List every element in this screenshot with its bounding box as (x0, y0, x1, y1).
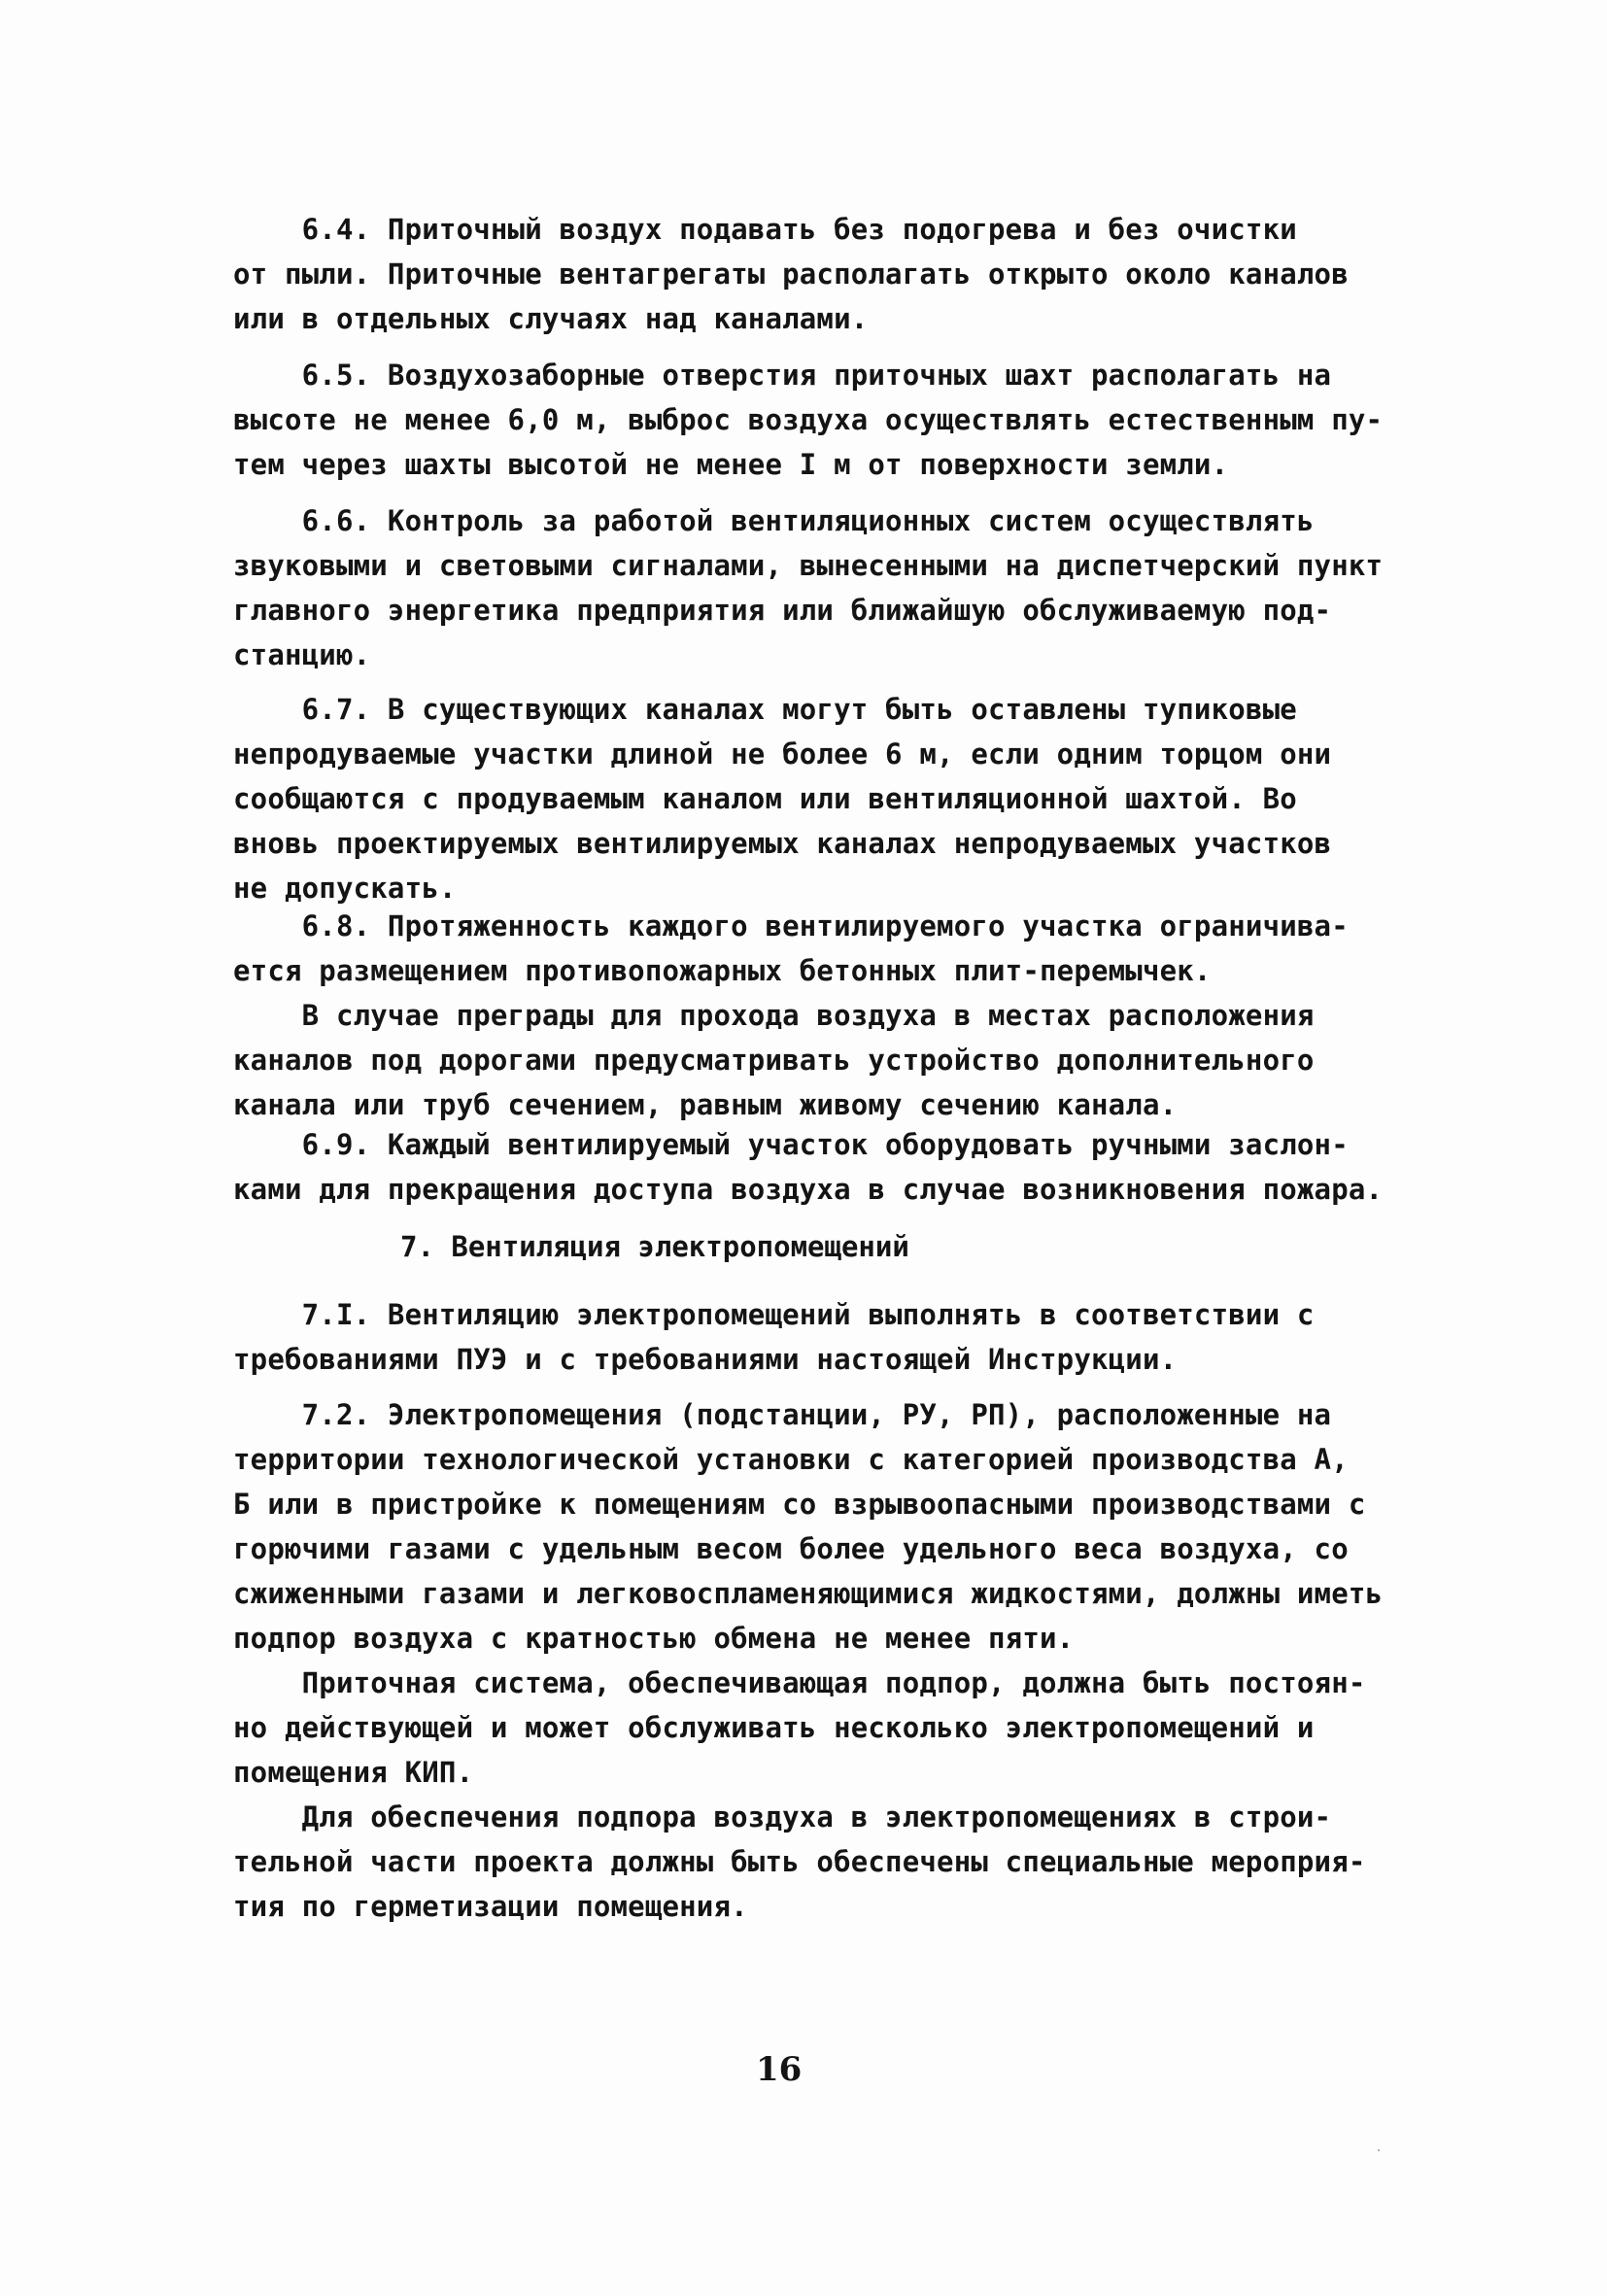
text-line: 6.8. Протяженность каждого вентилируемого участка ограничива- (233, 909, 1349, 942)
text-line: 6.7. В существующих каналах могут быть оставлены тупиковые (233, 693, 1297, 726)
text-line: Б или в пристройке к помещениям со взрывоопасными производствами с (233, 1488, 1366, 1521)
paragraph-7-2 (233, 1392, 1428, 1929)
section-7-heading: 7. Вентиляция электропомещений (400, 1230, 909, 1263)
text-line: тельной части проекта должны быть обеспечены специальные мероприя- (233, 1845, 1366, 1878)
text-line: вновь проектируемых вентилируемых каналах непродуваемых участков (233, 827, 1332, 860)
text-line: главного энергетика предприятия или ближайшую обслуживаемую под- (233, 594, 1332, 627)
text-line: требованиями ПУЭ и с требованиями настоящей Инструкции. (233, 1343, 1178, 1376)
text-line: от пыли. Приточные вентагрегаты располагать открыто около каналов (233, 257, 1349, 291)
text-line: Для обеспечения подпора воздуха в электропомещениях в строи- (233, 1800, 1332, 1833)
text-line: ками для прекращения доступа воздуха в случае возникновения пожара. (233, 1173, 1384, 1206)
text-line: тем через шахты высотой не менее I м от поверхности земли. (233, 448, 1229, 481)
text-line: В случае преграды для прохода воздуха в местах расположения (233, 999, 1315, 1032)
text-line: 7.I. Вентиляцию электропомещений выполнять в соответствии с (233, 1298, 1315, 1331)
paragraph-6-7 (233, 687, 1428, 910)
text-line: сообщаются с продуваемым каналом или вентиляционной шахтой. Во (233, 782, 1297, 815)
paragraph-6-4 (233, 207, 1428, 341)
text-line: территории технологической установки с категорией производства А, (233, 1443, 1349, 1476)
paragraph-6-5 (233, 353, 1428, 487)
text-line: высоте не менее 6,0 м, выброс воздуха осуществлять естественным пу- (233, 403, 1384, 436)
paragraph-6-6 (233, 498, 1428, 677)
text-line: не допускать. (233, 872, 457, 905)
text-line: помещения КИП. (233, 1756, 474, 1789)
scan-speck (1378, 2149, 1380, 2151)
text-line: или в отдельных случаях над каналами. (233, 302, 869, 335)
text-line: 6.9. Каждый вентилируемый участок оборудовать ручными заслон- (233, 1128, 1349, 1161)
text-line: 6.4. Приточный воздух подавать без подогрева и без очистки (233, 213, 1297, 246)
text-line: ется размещением противопожарных бетонных плит-перемычек. (233, 954, 1212, 987)
text-line: горючими газами с удельным весом более удельного веса воздуха, со (233, 1532, 1349, 1565)
page-number: 16 (756, 2050, 803, 2089)
text-line: 6.6. Контроль за работой вентиляционных систем осуществлять (233, 504, 1315, 537)
paragraph-7-1 (233, 1292, 1428, 1382)
text-line: непродуваемые участки длиной не более 6 м, если одним торцом они (233, 737, 1332, 771)
text-line: сжиженными газами и легковоспламеняющимися жидкостями, должны иметь (233, 1577, 1384, 1610)
text-line: подпор воздуха с кратностью обмена не менее пяти. (233, 1622, 1075, 1655)
text-line: каналов под дорогами предусматривать устройство дополнительного (233, 1044, 1315, 1077)
paragraph-6-8 (233, 904, 1428, 1127)
text-line: канала или труб сечением, равным живому сечению канала. (233, 1088, 1178, 1121)
text-line: но действующей и может обслуживать несколько электропомещений и (233, 1711, 1315, 1744)
text-line: станцию. (233, 638, 371, 671)
text-line: звуковыми и световыми сигналами, вынесенными на диспетчерский пункт (233, 549, 1384, 582)
text-line: 7.2. Электропомещения (подстанции, РУ, РП), расположенные на (233, 1398, 1332, 1431)
text-line: тия по герметизации помещения. (233, 1890, 748, 1923)
text-line: Приточная система, обеспечивающая подпор, должна быть постоян- (233, 1666, 1366, 1699)
text-line: 6.5. Воздухозаборные отверстия приточных шахт располагать на (233, 359, 1332, 392)
paragraph-6-9 (233, 1122, 1428, 1212)
